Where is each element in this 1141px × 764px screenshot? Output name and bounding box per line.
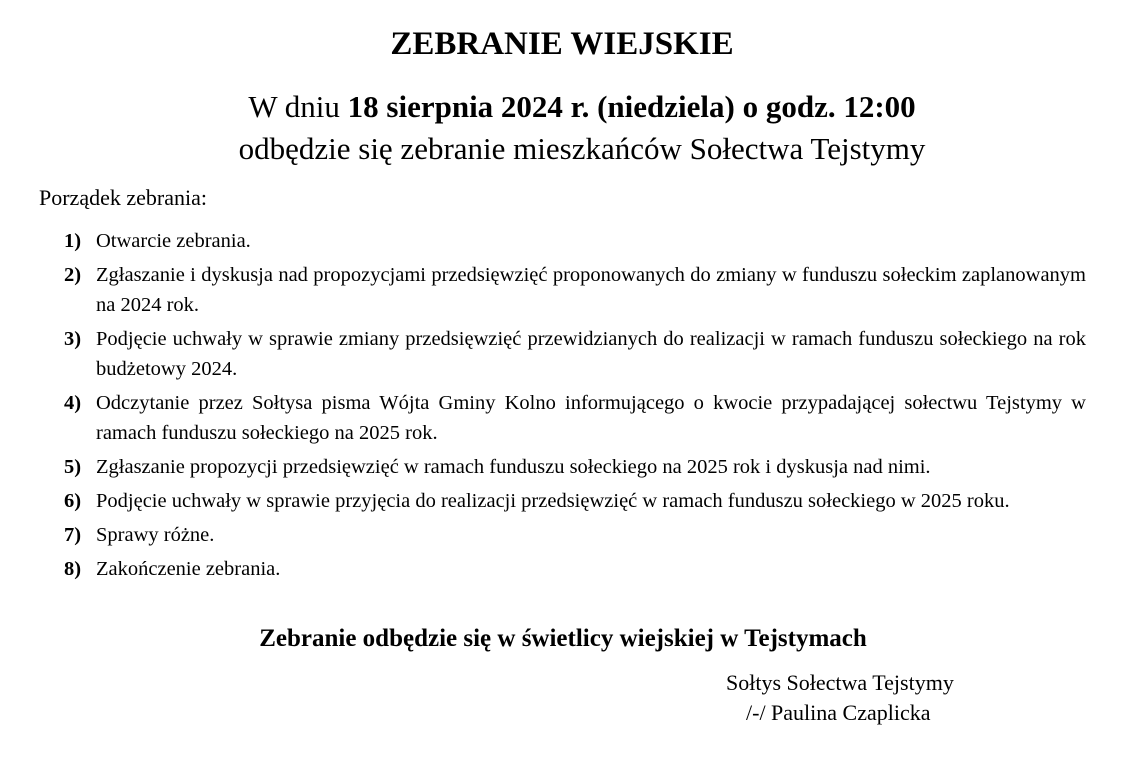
agenda-item [64,324,1086,384]
agenda-item [64,554,1086,584]
meeting-location: Zebranie odbędzie się w świetlicy wiejskiej w Tejstymach [259,625,867,652]
agenda-item [64,452,1086,482]
agenda-item [64,260,1086,320]
date-prefix: W dniu [248,89,348,124]
agenda-item-number: 1) [64,230,82,252]
agenda-item-text: Zgłaszanie i dyskusja nad propozycjami przedsięwzięć proponowanych do zmiany w funduszu sołeckim zaplanowanym na 2024 rok. [96,264,1086,316]
agenda-item [64,520,1086,550]
agenda-item [64,486,1086,516]
agenda-heading: Porządek zebrania: [39,185,207,210]
agenda-item-text: Podjęcie uchwały w sprawie przyjęcia do realizacji przedsięwzięć w ramach funduszu sołeckiego w 2025 roku. [96,490,1010,512]
agenda-item-text: Podjęcie uchwały w sprawie zmiany przedsięwzięć przewidzianych do realizacji w ramach funduszu sołeckiego na rok budżetowy 2024. [96,328,1086,380]
agenda-item-text: Zakończenie zebrania. [96,558,281,580]
agenda-list [64,226,1086,588]
agenda-item-number: 5) [64,456,82,478]
agenda-item-number: 6) [64,490,82,512]
agenda-item-number: 7) [64,524,82,546]
meeting-description: odbędzie się zebranie mieszkańców Sołectwa Tejstymy [238,131,926,166]
meeting-date-time: 18 sierpnia 2024 r. (niedziela) o godz. 12:00 [347,89,916,124]
agenda-item-number: 4) [64,392,82,414]
agenda-item-number: 2) [64,264,82,286]
signature-block [726,668,954,728]
agenda-item-text: Zgłaszanie propozycji przedsięwzięć w ramach funduszu sołeckiego na 2025 rok i dyskusja nad nimi. [96,456,931,478]
agenda-item-number: 3) [64,328,82,350]
agenda-item [64,388,1086,448]
agenda-item-text: Odczytanie przez Sołtysa pisma Wójta Gminy Kolno informującego o kwocie przypadającej sołectwu Tejstymy w ramach funduszu sołeckiego na 2025 rok. [96,392,1086,444]
signature-name: /-/ Paulina Czaplicka [746,700,931,725]
notice-title: ZEBRANIE WIEJSKIE [390,26,734,62]
signature-title: Sołtys Sołectwa Tejstymy [726,670,954,695]
agenda-item-number: 8) [64,558,82,580]
agenda-item-text: Sprawy różne. [96,524,215,546]
agenda-item [64,226,1086,256]
agenda-item-text: Otwarcie zebrania. [96,230,251,252]
meeting-date-line [0,88,1141,126]
